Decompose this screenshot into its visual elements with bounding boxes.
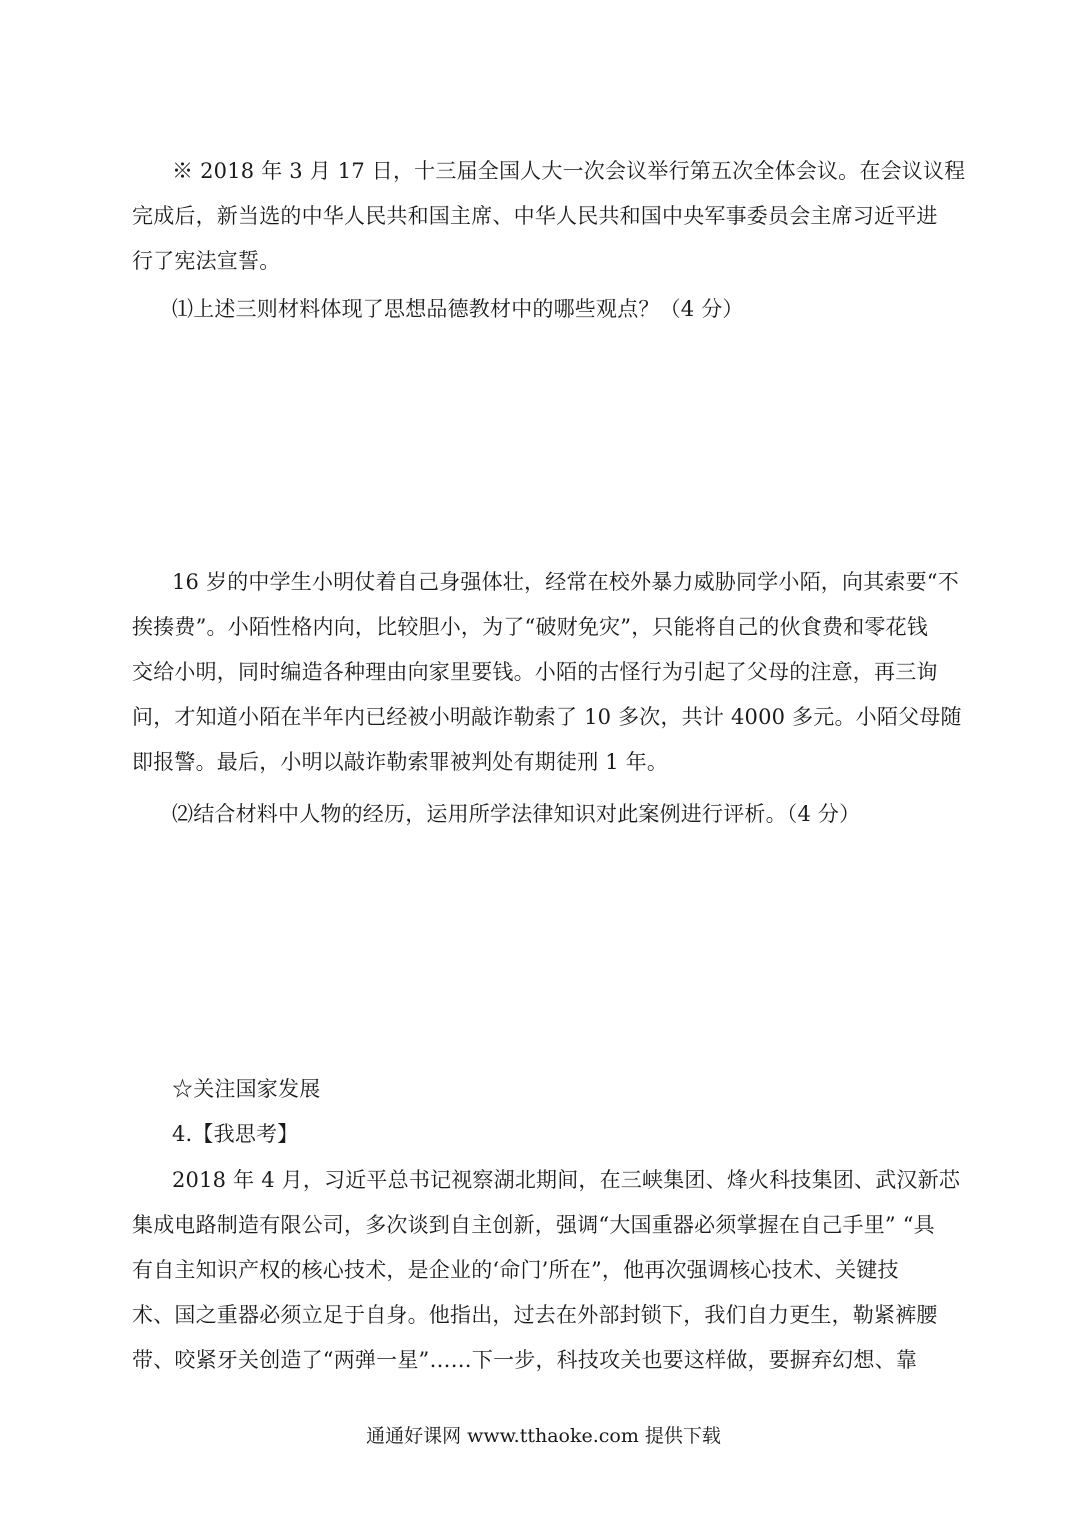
question-4-heading-text: 4.【我思考】 [172, 1122, 299, 1146]
paragraph-line: 有自主知识产权的核心技术，是企业的‘命门’所在”，他再次强调核心技术、关键技 [132, 1258, 899, 1282]
paragraph-line: 挨揍费”。小陌性格内向，比较胆小，为了“破财免灾”，只能将自己的伙食费和零花钱 [132, 615, 929, 639]
paragraph-line: 完成后，新当选的中华人民共和国主席、中华人民共和国中央军事委员会主席习近平进 [132, 204, 938, 228]
paragraph-line: ※ 2018 年 3 月 17 日，十三届全国人大一次会议举行第五次全体会议。在会议议程 [172, 159, 966, 183]
paragraph-line: 集成电路制造有限公司，多次谈到自主创新，强调“大国重器必须掌握在自己手里” “具 [132, 1213, 935, 1237]
question-2-text: ⑵结合材料中人物的经历，运用所学法律知识对此案例进行评析。（4 分） [172, 802, 861, 826]
paragraph-line: 2018 年 4 月，习近平总书记视察湖北期间，在三峡集团、烽火科技集团、武汉新芯 [172, 1168, 961, 1192]
question-1-text: ⑴上述三则材料体现了思想品德教材中的哪些观点？（4 分） [172, 297, 744, 321]
page-footer: 通通好课网 www.tthaoke.com 提供下载 [366, 1425, 721, 1447]
paragraph-line: 术、国之重器必须立足于自身。他指出，过去在外部封锁下，我们自力更生，勒紧裤腰 [132, 1303, 938, 1327]
paragraph-line: 问，才知道小陌在半年内已经被小明敲诈勒索了 10 多次，共计 4000 多元。小陌父母随 [132, 705, 962, 729]
paragraph-line: 交给小明，同时编造各种理由向家里要钱。小陌的古怪行为引起了父母的注意，再三询 [132, 660, 938, 684]
paragraph-line: 带、咬紧牙关创造了“两弹一星”……下一步，科技攻关也要这样做，要摒弃幻想、靠 [132, 1348, 918, 1372]
section-heading-text: ☆关注国家发展 [172, 1077, 321, 1101]
paragraph-line: 16 岁的中学生小明仗着自己身强体壮，经常在校外暴力威胁同学小陌，向其索要“不 [172, 570, 959, 594]
paragraph-line: 行了宪法宣誓。 [132, 249, 281, 273]
paragraph-line: 即报警。最后，小明以敲诈勒索罪被判处有期徒刑 1 年。 [132, 750, 669, 774]
